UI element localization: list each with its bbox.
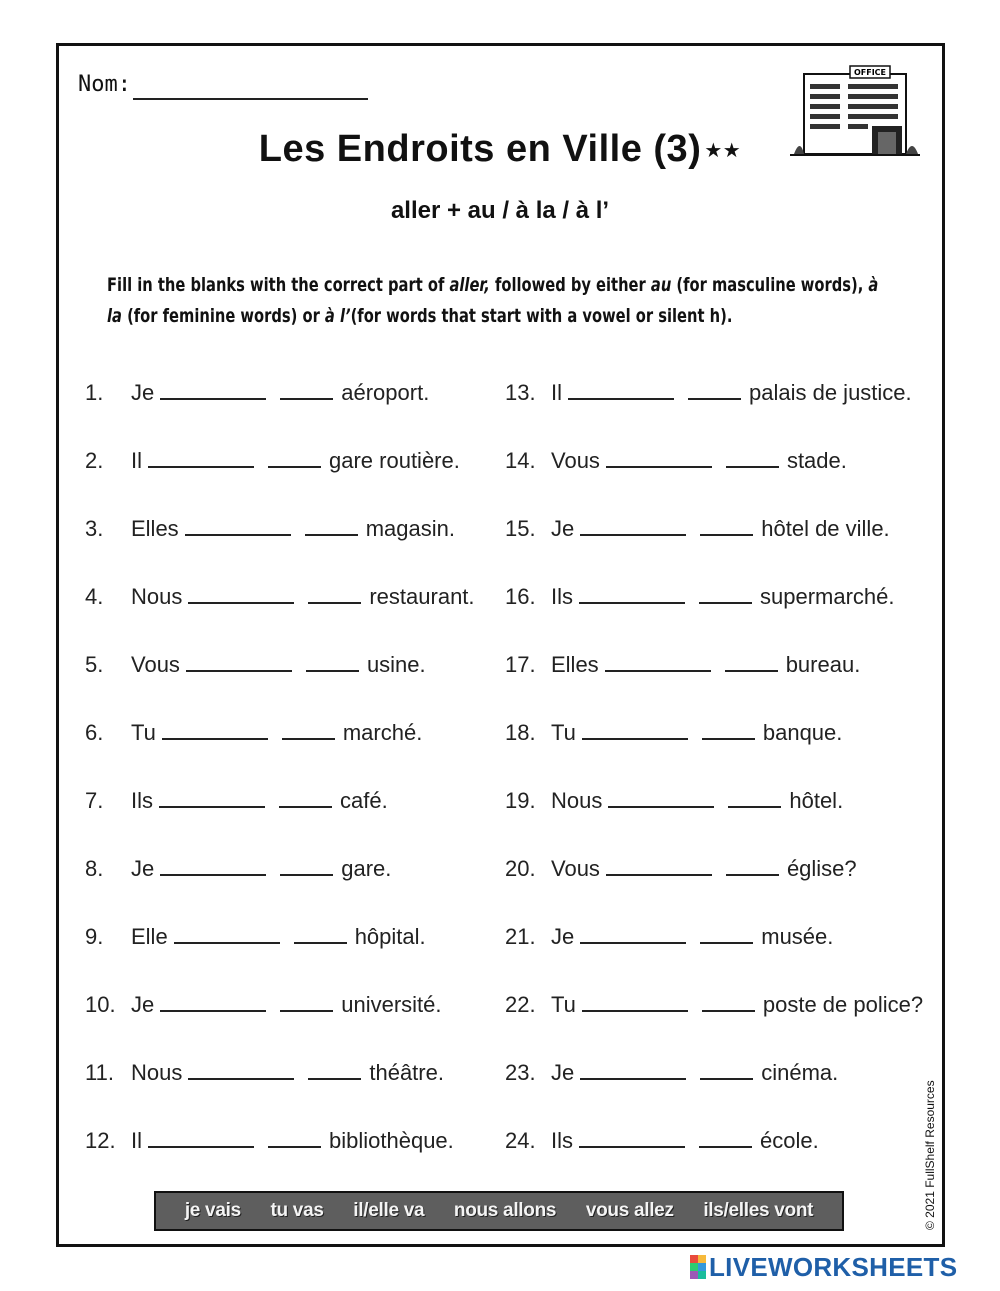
exercise-subject: Je [131, 380, 155, 405]
exercise-number: 21. [505, 924, 536, 949]
exercise-item [85, 990, 442, 1018]
verb-blank[interactable] [582, 718, 688, 740]
exercise-place: marché. [342, 720, 423, 745]
exercise-number: 15. [505, 516, 536, 541]
exercise-subject: Il [131, 1128, 142, 1153]
exercise-item [505, 1126, 819, 1154]
exercise-item [85, 650, 426, 678]
verb-blank[interactable] [568, 378, 674, 400]
exercise-number: 4. [85, 584, 104, 609]
verb-blank[interactable] [159, 786, 265, 808]
word-bank-item: il/elle va [353, 1200, 425, 1221]
star-icons: ★★ [704, 140, 742, 163]
word-bank-item: nous allons [453, 1200, 557, 1221]
exercise-place: supermarché. [760, 584, 895, 609]
brand-name: LIVEWORKSHEETS [709, 1251, 958, 1282]
exercise-number: 12. [85, 1128, 116, 1153]
exercise-subject: Nous [551, 788, 603, 813]
exercise-item [85, 446, 460, 474]
verb-blank[interactable] [580, 1058, 686, 1080]
verb-blank[interactable] [160, 990, 266, 1012]
exercise-place: café. [340, 788, 388, 813]
page-title [0, 128, 1000, 171]
exercise-item [85, 582, 475, 610]
exercise-number: 14. [505, 448, 536, 473]
exercise-place: théâtre. [369, 1060, 444, 1085]
exercise-item [505, 990, 923, 1018]
exercise-number: 11. [85, 1060, 114, 1085]
exercise-subject: Ils [551, 1128, 573, 1153]
exercise-number: 22. [505, 992, 536, 1017]
article-blank[interactable] [279, 786, 332, 808]
exercise-item [505, 582, 895, 610]
article-blank[interactable] [700, 514, 753, 536]
article-blank[interactable] [725, 650, 778, 672]
verb-blank[interactable] [186, 650, 292, 672]
instructions: Fill in the blanks with the correct part of aller, followed by either au (for masculine words), à la (for feminine words) or à l’(for words that start with a vowel or silent h). [107, 274, 879, 327]
exercise-subject: Il [131, 448, 142, 473]
article-blank[interactable] [280, 854, 333, 876]
exercise-subject: Vous [551, 448, 600, 473]
word-bank-item: ils/elles vont [703, 1200, 814, 1221]
verb-blank[interactable] [160, 854, 266, 876]
exercise-subject: Vous [551, 856, 600, 881]
exercise-subject: Tu [551, 720, 576, 745]
exercise-place: usine. [366, 652, 426, 677]
exercise-number: 17. [505, 652, 536, 677]
article-blank[interactable] [308, 1058, 361, 1080]
word-bank-item: je vais [184, 1200, 241, 1221]
exercise-place: gare routière. [329, 448, 460, 473]
exercise-place: palais de justice. [749, 380, 912, 405]
exercise-subject: Je [551, 516, 575, 541]
exercise-subject: Nous [131, 1060, 183, 1085]
exercise-number: 5. [85, 652, 104, 677]
verb-blank[interactable] [188, 582, 294, 604]
exercise-item [505, 1058, 838, 1086]
exercise-subject: Je [551, 1060, 575, 1085]
exercise-subject: Vous [131, 652, 180, 677]
verb-blank[interactable] [580, 514, 686, 536]
exercise-item [85, 1126, 454, 1154]
verb-blank[interactable] [579, 1126, 685, 1148]
verb-blank[interactable] [160, 378, 266, 400]
exercise-subject: Ils [131, 788, 153, 813]
conjugation-word-bank [154, 1191, 844, 1231]
exercise-item [505, 378, 912, 406]
exercise-number: 3. [85, 516, 104, 541]
verb-blank[interactable] [580, 922, 686, 944]
article-blank[interactable] [726, 446, 779, 468]
article-blank[interactable] [294, 922, 347, 944]
article-blank[interactable] [700, 1058, 753, 1080]
verb-blank[interactable] [162, 718, 268, 740]
exercise-place: musée. [761, 924, 834, 949]
verb-blank[interactable] [605, 650, 711, 672]
exercise-item [85, 854, 391, 882]
exercise-item [505, 922, 833, 950]
exercise-item [505, 718, 842, 746]
article-blank[interactable] [268, 446, 321, 468]
exercise-number: 1. [85, 380, 104, 405]
exercise-number: 2. [85, 448, 104, 473]
exercise-number: 6. [85, 720, 104, 745]
exercise-item [505, 854, 857, 882]
verb-blank[interactable] [188, 1058, 294, 1080]
verb-blank[interactable] [174, 922, 280, 944]
building-sign: OFFICE [853, 68, 887, 77]
liveworksheets-logo-icon [690, 1255, 706, 1279]
exercise-item [505, 786, 843, 814]
exercise-number: 9. [85, 924, 104, 949]
article-blank[interactable] [726, 854, 779, 876]
article-blank[interactable] [306, 650, 359, 672]
exercise-subject: Tu [131, 720, 156, 745]
exercise-place: poste de police? [762, 992, 924, 1017]
article-blank[interactable] [702, 718, 755, 740]
article-blank[interactable] [700, 922, 753, 944]
exercise-number: 16. [505, 584, 536, 609]
exercise-number: 23. [505, 1060, 536, 1085]
exercise-subject: Ils [551, 584, 573, 609]
exercise-place: stade. [786, 448, 847, 473]
word-bank-item: vous allez [585, 1200, 674, 1221]
exercise-number: 7. [85, 788, 104, 813]
verb-blank[interactable] [185, 514, 291, 536]
exercise-item [505, 514, 890, 542]
exercise-item [505, 446, 847, 474]
exercise-item [85, 922, 426, 950]
exercise-subject: Je [551, 924, 575, 949]
exercise-place: gare. [341, 856, 392, 881]
nom-input-line[interactable] [133, 98, 368, 100]
article-blank[interactable] [688, 378, 741, 400]
verb-blank[interactable] [148, 1126, 254, 1148]
exercise-number: 10. [85, 992, 116, 1017]
exercise-place: université. [341, 992, 442, 1017]
exercise-subject: Tu [551, 992, 576, 1017]
article-blank[interactable] [728, 786, 781, 808]
exercise-number: 24. [505, 1128, 536, 1153]
exercise-place: hôpital. [354, 924, 426, 949]
exercise-place: banque. [762, 720, 843, 745]
article-blank[interactable] [702, 990, 755, 1012]
exercise-place: hôtel. [789, 788, 844, 813]
exercise-number: 13. [505, 380, 536, 405]
exercise-subject: Elle [131, 924, 168, 949]
exercise-item [85, 378, 429, 406]
exercise-item [85, 1058, 444, 1086]
title-text: Les Endroits en Ville (3) [258, 128, 702, 170]
exercise-subject: Nous [131, 584, 183, 609]
exercise-number: 19. [505, 788, 536, 813]
article-blank[interactable] [280, 378, 333, 400]
exercise-place: hôtel de ville. [761, 516, 890, 541]
verb-blank[interactable] [606, 854, 712, 876]
article-blank[interactable] [268, 1126, 321, 1148]
article-blank[interactable] [699, 582, 752, 604]
article-blank[interactable] [699, 1126, 752, 1148]
verb-blank[interactable] [148, 446, 254, 468]
word-bank-item: tu vas [270, 1200, 324, 1221]
exercise-subject: Elles [131, 516, 179, 541]
exercise-subject: Je [131, 992, 155, 1017]
verb-blank[interactable] [608, 786, 714, 808]
verb-blank[interactable] [579, 582, 685, 604]
article-blank[interactable] [305, 514, 358, 536]
nom-label: Nom: [78, 72, 131, 97]
page-subtitle: aller + au / à la / à l’ [390, 197, 610, 224]
article-blank[interactable] [282, 718, 335, 740]
exercise-item [505, 650, 860, 678]
exercise-number: 8. [85, 856, 104, 881]
exercise-place: restaurant. [369, 584, 475, 609]
verb-blank[interactable] [606, 446, 712, 468]
exercise-number: 18. [505, 720, 536, 745]
exercise-subject: Elles [551, 652, 599, 677]
exercise-subject: Il [551, 380, 562, 405]
article-blank[interactable] [280, 990, 333, 1012]
exercise-item [85, 514, 455, 542]
exercise-place: église? [786, 856, 857, 881]
exercise-subject: Je [131, 856, 155, 881]
exercise-place: aéroport. [341, 380, 430, 405]
verb-blank[interactable] [582, 990, 688, 1012]
exercise-place: magasin. [365, 516, 455, 541]
exercise-place: école. [760, 1128, 819, 1153]
exercise-number: 20. [505, 856, 536, 881]
exercise-place: bibliothèque. [329, 1128, 454, 1153]
copyright-notice: © 2021 FullShelf Resources [923, 1080, 937, 1230]
liveworksheets-footer [690, 1250, 957, 1284]
exercise-place: bureau. [785, 652, 861, 677]
article-blank[interactable] [308, 582, 361, 604]
exercise-item [85, 786, 388, 814]
exercise-item [85, 718, 422, 746]
exercise-place: cinéma. [761, 1060, 839, 1085]
